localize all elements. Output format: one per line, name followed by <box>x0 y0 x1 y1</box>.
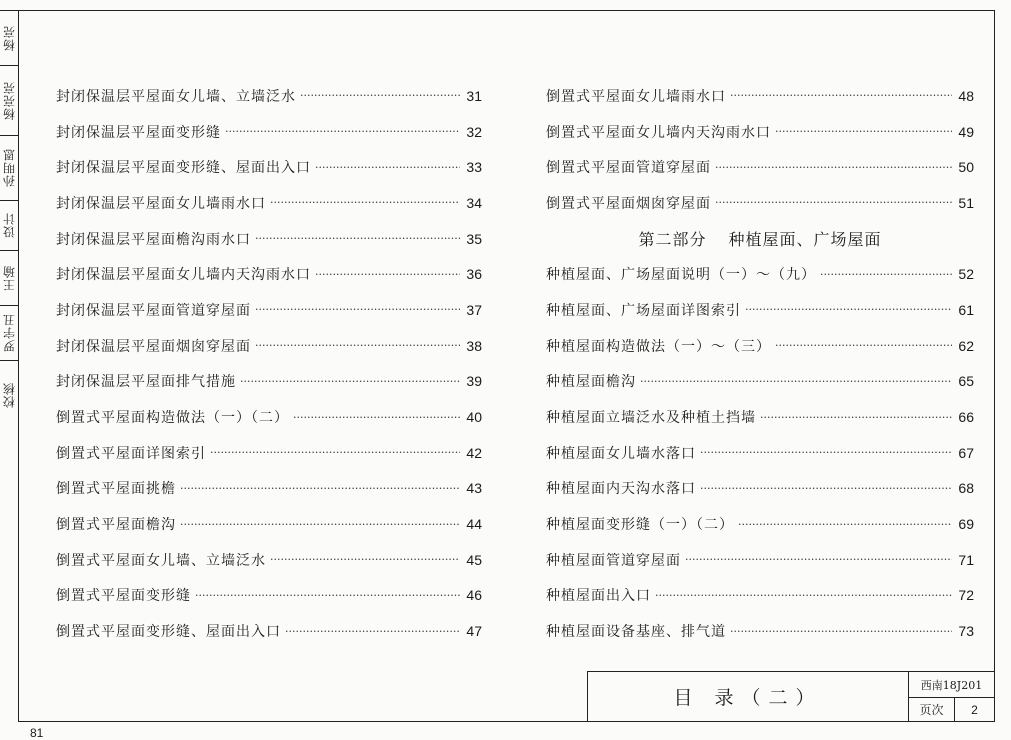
sheet-number: 81 <box>30 726 44 740</box>
toc-entry-page: 62 <box>958 337 974 354</box>
dot-leader <box>685 553 952 566</box>
toc-entry-title: 封闭保温层平屋面变形缝、屋面出入口 <box>56 160 311 177</box>
dot-leader <box>730 89 952 102</box>
toc-entry-page: 51 <box>958 194 974 211</box>
toc-entry <box>546 542 974 578</box>
toc-entry-title: 种植屋面、广场屋面详图索引 <box>546 302 741 319</box>
dot-leader <box>225 125 460 138</box>
toc-entry-page: 65 <box>958 373 974 390</box>
dot-leader <box>315 161 460 174</box>
toc-entry-page: 50 <box>958 159 974 176</box>
signature-cell: 杨亮 <box>0 10 18 65</box>
toc-entry-title: 种植屋面变形缝（一）（二） <box>546 517 734 534</box>
toc-entry <box>56 506 482 542</box>
toc-entry-title: 封闭保温层平屋面排气措施 <box>56 374 236 391</box>
toc-entry-page: 44 <box>466 516 482 533</box>
toc-entry <box>546 364 974 400</box>
toc-entry-page: 40 <box>466 409 482 426</box>
dot-leader <box>300 89 460 102</box>
toc-entry <box>56 364 482 400</box>
atlas-code: 西南18J201 <box>909 672 994 698</box>
toc-left-column <box>56 78 482 649</box>
toc-entry-title: 封闭保温层平屋面女儿墙雨水口 <box>56 195 266 212</box>
toc-entry-page: 33 <box>466 159 482 176</box>
dot-leader <box>293 411 460 424</box>
toc-entry <box>546 78 974 114</box>
toc-entry-title: 倒置式平屋面管道穿屋面 <box>546 160 711 177</box>
toc-entry-title: 种植屋面出入口 <box>546 588 651 605</box>
toc-entry <box>546 328 974 364</box>
dot-leader <box>255 303 460 316</box>
toc-entry <box>56 292 482 328</box>
toc-entry-title: 倒置式平屋面变形缝、屋面出入口 <box>56 624 281 641</box>
toc-entry-title: 封闭保温层平屋面女儿墙、立墙泛水 <box>56 88 296 105</box>
toc-entry-title: 封闭保温层平屋面烟囱穿屋面 <box>56 338 251 355</box>
toc-entry <box>56 114 482 150</box>
dot-leader <box>700 446 952 459</box>
toc-entry <box>546 506 974 542</box>
toc-entry-page: 68 <box>958 480 974 497</box>
toc-entry-page: 31 <box>466 87 482 104</box>
dot-leader <box>240 375 460 388</box>
dot-leader <box>640 375 952 388</box>
toc-entry-page: 72 <box>958 587 974 604</box>
toc-entry-page: 38 <box>466 337 482 354</box>
dot-leader <box>715 161 952 174</box>
toc-entry-page: 67 <box>958 444 974 461</box>
dot-leader <box>715 196 952 209</box>
signature-cell: 孙明恩 <box>0 135 18 200</box>
toc-entry-title: 封闭保温层平屋面管道穿屋面 <box>56 302 251 319</box>
section-part: 第二部分 <box>638 230 707 250</box>
toc-entry <box>56 185 482 221</box>
toc-entry <box>56 399 482 435</box>
toc-entry-page: 32 <box>466 123 482 140</box>
toc-entry-title: 种植屋面管道穿屋面 <box>546 552 681 569</box>
toc-entry-page: 36 <box>466 266 482 283</box>
toc-entry <box>56 578 482 614</box>
page-number: 2 <box>971 702 978 717</box>
page-label: 页次 <box>909 698 955 721</box>
toc-entry-title: 倒置式平屋面构造做法（一）（二） <box>56 410 289 427</box>
dot-leader <box>738 518 952 531</box>
signature-cell: 设计 <box>0 200 18 250</box>
dot-leader <box>180 518 460 531</box>
toc-entry-title: 倒置式平屋面女儿墙内天沟雨水口 <box>546 124 771 141</box>
toc-entry <box>546 292 974 328</box>
dot-leader <box>700 482 952 495</box>
dot-leader <box>730 625 952 638</box>
signature-cell: 罗宇丑 <box>0 305 18 360</box>
toc-entry-page: 66 <box>958 409 974 426</box>
dot-leader <box>775 125 952 138</box>
toc-entry-page: 52 <box>958 266 974 283</box>
toc-entry-title: 种植屋面内天沟水落口 <box>546 481 696 498</box>
toc-entry <box>56 542 482 578</box>
toc-entry-title: 倒置式平屋面挑檐 <box>56 481 176 498</box>
toc-entry <box>546 149 974 185</box>
dot-leader <box>270 553 460 566</box>
toc-entry-title: 倒置式平屋面烟囱穿屋面 <box>546 195 711 212</box>
dot-leader <box>210 446 460 459</box>
toc-entry <box>56 471 482 507</box>
toc-entry-title: 倒置式平屋面女儿墙、立墙泛水 <box>56 552 266 569</box>
toc-entry-page: 34 <box>466 194 482 211</box>
toc-entry-title: 种植屋面、广场屋面说明（一）～（九） <box>546 267 816 284</box>
toc-entry <box>546 185 974 221</box>
toc-entry-page: 43 <box>466 480 482 497</box>
toc-entry <box>56 613 482 649</box>
signature-cell: 杨亮亮 <box>0 65 18 135</box>
toc-entry <box>56 328 482 364</box>
signature-cell: 校核 <box>0 360 18 430</box>
signature-cell: 王瑜 <box>0 250 18 305</box>
toc-entry-page: 71 <box>958 551 974 568</box>
toc-entry-page: 39 <box>466 373 482 390</box>
dot-leader <box>775 339 952 352</box>
toc-entry-page: 42 <box>466 444 482 461</box>
dot-leader <box>315 268 460 281</box>
toc-entry <box>56 435 482 471</box>
toc-entry-title: 封闭保温层平屋面檐沟雨水口 <box>56 231 251 248</box>
toc-entry-title: 封闭保温层平屋面女儿墙内天沟雨水口 <box>56 267 311 284</box>
toc-entry <box>546 399 974 435</box>
toc-entry <box>56 78 482 114</box>
dot-leader <box>655 589 952 602</box>
drawing-title: 目 录（二） <box>588 672 909 721</box>
toc-entry-title: 种植屋面设备基座、排气道 <box>546 624 726 641</box>
toc-entry-title: 种植屋面构造做法（一）～（三） <box>546 338 771 355</box>
toc-entry <box>56 256 482 292</box>
toc-entry-title: 种植屋面檐沟 <box>546 374 636 391</box>
dot-leader <box>180 482 460 495</box>
dot-leader <box>760 411 952 424</box>
toc-entry-title: 封闭保温层平屋面变形缝 <box>56 124 221 141</box>
dot-leader <box>195 589 460 602</box>
toc-entry-page: 35 <box>466 230 482 247</box>
toc-entry <box>546 613 974 649</box>
signature-strip <box>0 10 19 430</box>
section-heading <box>546 221 974 257</box>
dot-leader <box>820 268 952 281</box>
toc-entry <box>546 256 974 292</box>
dot-leader <box>745 303 952 316</box>
toc-right-column <box>546 78 974 649</box>
toc-entry-page: 69 <box>958 516 974 533</box>
dot-leader <box>255 339 460 352</box>
dot-leader <box>285 625 460 638</box>
toc-entry-title: 种植屋面女儿墙水落口 <box>546 445 696 462</box>
toc-entry <box>56 149 482 185</box>
toc-entry-title: 种植屋面立墙泛水及种植土挡墙 <box>546 410 756 427</box>
toc-entry-page: 48 <box>958 87 974 104</box>
toc-entry-title: 倒置式平屋面变形缝 <box>56 588 191 605</box>
toc-entry-page: 49 <box>958 123 974 140</box>
toc-entry <box>56 221 482 257</box>
toc-entry-page: 47 <box>466 623 482 640</box>
toc-entry-page: 45 <box>466 551 482 568</box>
toc-entry <box>546 578 974 614</box>
title-block <box>587 671 995 722</box>
toc-entry-title: 倒置式平屋面详图索引 <box>56 445 206 462</box>
toc-entry <box>546 471 974 507</box>
toc-entry <box>546 114 974 150</box>
toc-entry-page: 73 <box>958 623 974 640</box>
toc-entry-title: 倒置式平屋面女儿墙雨水口 <box>546 88 726 105</box>
toc-entry-page: 61 <box>958 301 974 318</box>
section-name: 种植屋面、广场屋面 <box>728 230 882 250</box>
toc-entry-page: 37 <box>466 301 482 318</box>
dot-leader <box>270 196 460 209</box>
toc-entry-title: 倒置式平屋面檐沟 <box>56 517 176 534</box>
toc-entry <box>546 435 974 471</box>
toc-entry-page: 46 <box>466 587 482 604</box>
dot-leader <box>255 232 460 245</box>
